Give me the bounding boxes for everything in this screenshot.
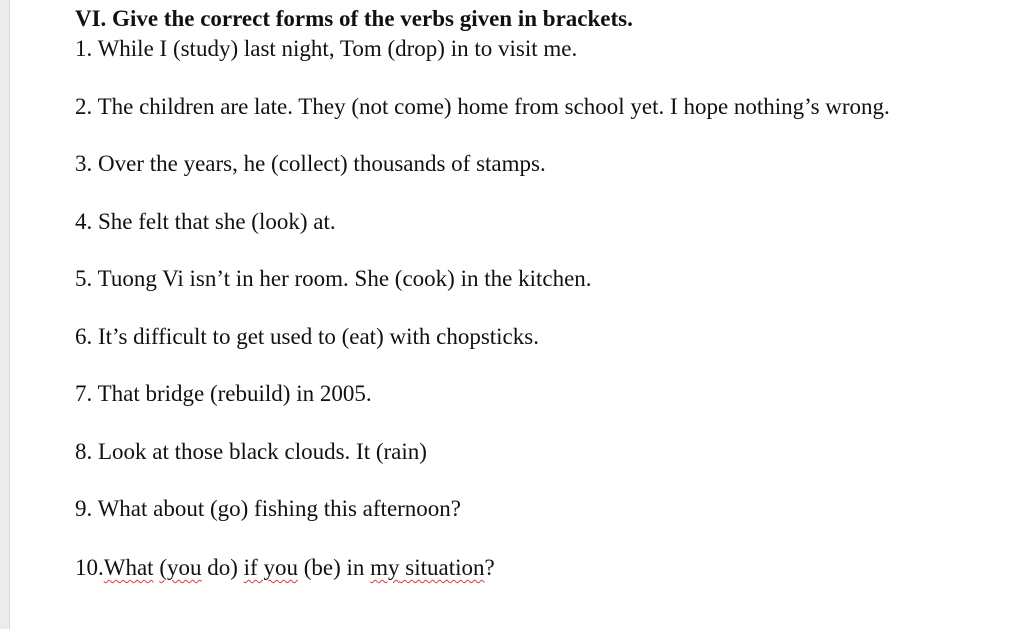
exercise-item-10	[75, 554, 1015, 582]
exercise-item-1: 1. While I (study) last night, Tom (drop) in to visit me.	[75, 36, 578, 61]
exercise-item-9: 9. What about (go) fishing this afternoon?	[75, 496, 462, 521]
item-10-word-my: my	[370, 555, 400, 580]
item-10-word-what: What	[103, 555, 154, 580]
page-edge	[0, 0, 10, 629]
exercise-item-2: 2. The children are late. They (not come) home from school yet. I hope nothing’s wrong.	[75, 93, 890, 119]
item-10-question-mark: ?	[484, 555, 495, 580]
exercise-item-8: 8. Look at those black clouds. It (rain)	[75, 438, 427, 464]
document-page	[75, 4, 1015, 582]
item-10-word-you-2: you	[257, 555, 298, 580]
exercise-item-7: 7. That bridge (rebuild) in 2005.	[75, 381, 372, 406]
item-10-word-you: (you	[159, 555, 202, 580]
exercise-item-6: 6. It’s difficult to get used to (eat) with chopsticks.	[75, 323, 539, 349]
exercise-item-3: 3. Over the years, he (collect) thousands of stamps.	[75, 151, 546, 176]
exercise-heading: VI. Give the correct forms of the verbs given in brackets.	[75, 6, 633, 31]
item-10-text-be: (be) in	[297, 555, 371, 580]
item-10-word-situation: situation	[399, 555, 485, 580]
item-10-number: 10.	[75, 555, 104, 580]
item-10-word-if: if	[243, 555, 258, 580]
exercise-item-4: 4. She felt that she (look) at.	[75, 208, 336, 234]
item-10-text-do: do)	[201, 555, 244, 580]
exercise-item-5: 5. Tuong Vi isn’t in her room. She (cook) in the kitchen.	[75, 266, 592, 291]
